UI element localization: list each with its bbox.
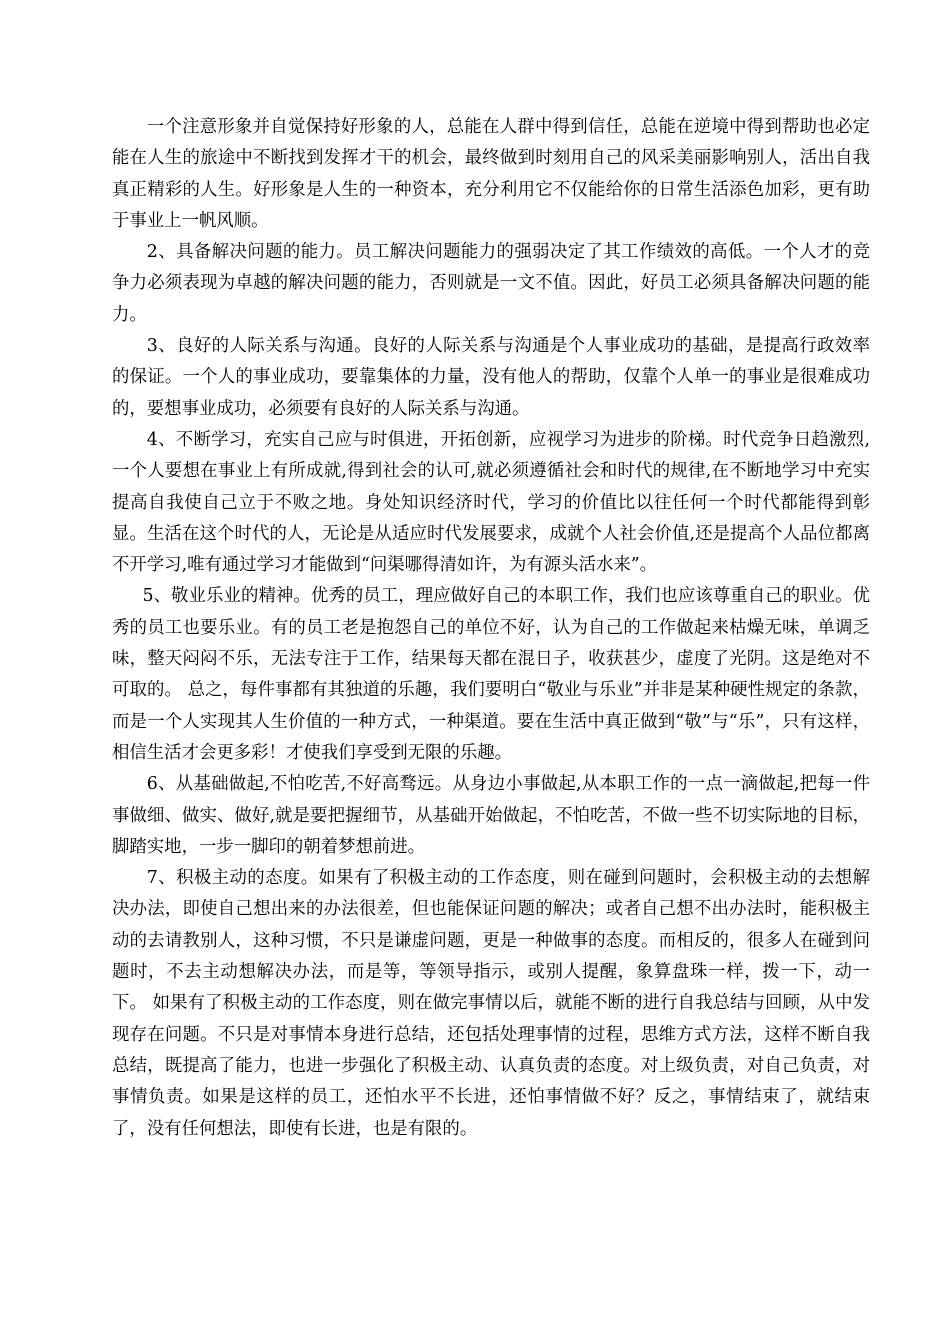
paragraph-problem-solving: 2、具备解决问题的能力。员工解决问题能力的强弱决定了其工作绩效的高低。一个人才的竞争力必须表现为卓越的解决问题的能力，否则就是一文不值。因此，好员工必须具备解决问题的能力。 [112,242,870,325]
paragraph-continuous-learning: 4、不断学习，充实自己应与时俱进，开拓创新，应视学习为进步的阶梯。时代竞争日趋激烈,一个人要想在事业上有所成就,得到社会的认可,就必须遵循社会和时代的规律,在不断地学习中充实提高自我使自己立于不败之地。身处知识经济时代，学习的价值比以往任何一个时代都能得到彰显。生活在这个时代的人，无论是从适应时代发展要求，成就个人社会价值,还是提高个人品位都离不开学习,唯有通过学习才能做到“问渠哪得清如许，为有源头活水来”。 [112,429,870,576]
paragraph-image-intro: 一个注意形象并自觉保持好形象的人，总能在人群中得到信任，总能在逆境中得到帮助也必定能在人生的旅途中不断找到发挥才干的机会，最终做到时刻用自己的风采美丽影响别人，活出自我真正精彩的人生。好形象是人生的一种资本，充分利用它不仅能给你的日常生活添色加彩，更有助于事业上一帆风顺。 [112,117,870,231]
paragraph-proactive-attitude: 7、积极主动的态度。如果有了积极主动的工作态度，则在碰到问题时，会积极主动的去想解决办法，即使自己想出来的办法很差，但也能保证问题的解决；或者自己想不出办法时，能积极主动的去请教别人，这种习惯，不只是谦虚问题，更是一种做事的态度。而相反的，很多人在碰到问题时，不去主动想解决办法，而是等，等领导指示，或别人提醒，象算盘珠一样，拨一下，动一下。 如果有了积极主动的工作态度，则在做完事情以后，就能不断的进行自我总结与回顾，从中发现存在问题。不只是对事情本身进行总结，还包括处理事情的过程，思维方式方法，这样不断自我总结，既提高了能力，也进一步强化了积极主动、认真负责的态度。对上级负责，对自己负责，对事情负责。如果是这样的员工，还怕水平不长进，还怕事情做不好？反之，事情结束了，就结束了，没有任何想法，即使有长进，也是有限的。 [112,868,870,1139]
document-body [112,112,870,1145]
paragraph-dedication: 5、敬业乐业的精神。优秀的员工，理应做好自己的本职工作，我们也应该尊重自己的职业。优秀的员工也要乐业。有的员工老是抱怨自己的单位不好，认为自己的工作做起来枯燥无味，单调乏味，整天闷闷不乐，无法专注于工作，结果每天都在混日子，收获甚少，虚度了光阴。这是绝对不可取的。 总之，每件事都有其独道的乐趣，我们要明白“敬业与乐业”并非是某种硬性规定的条款，而是一个人实现其人生价值的一种方式，一种渠道。要在生活中真正做到“敬”与“乐”，只有这样，相信生活才会更多彩！才使我们享受到无限的乐趣。 [112,586,870,763]
paragraph-start-from-basics: 6、从基础做起,不怕吃苦,不好高骛远。从身边小事做起,从本职工作的一点一滴做起,把每一件事做细、做实、做好,就是要把握细节，从基础开始做起，不怕吃苦，不做一些不切实际地的目标，脚踏实地，一步一脚印的朝着梦想前进。 [112,774,870,857]
paragraph-interpersonal-communication: 3、良好的人际关系与沟通。良好的人际关系与沟通是个人事业成功的基础，是提高行政效率的保证。一个人的事业成功，要靠集体的力量，没有他人的帮助，仅靠个人单一的事业是很难成功的，要想事业成功，必须要有良好的人际关系与沟通。 [112,336,870,419]
